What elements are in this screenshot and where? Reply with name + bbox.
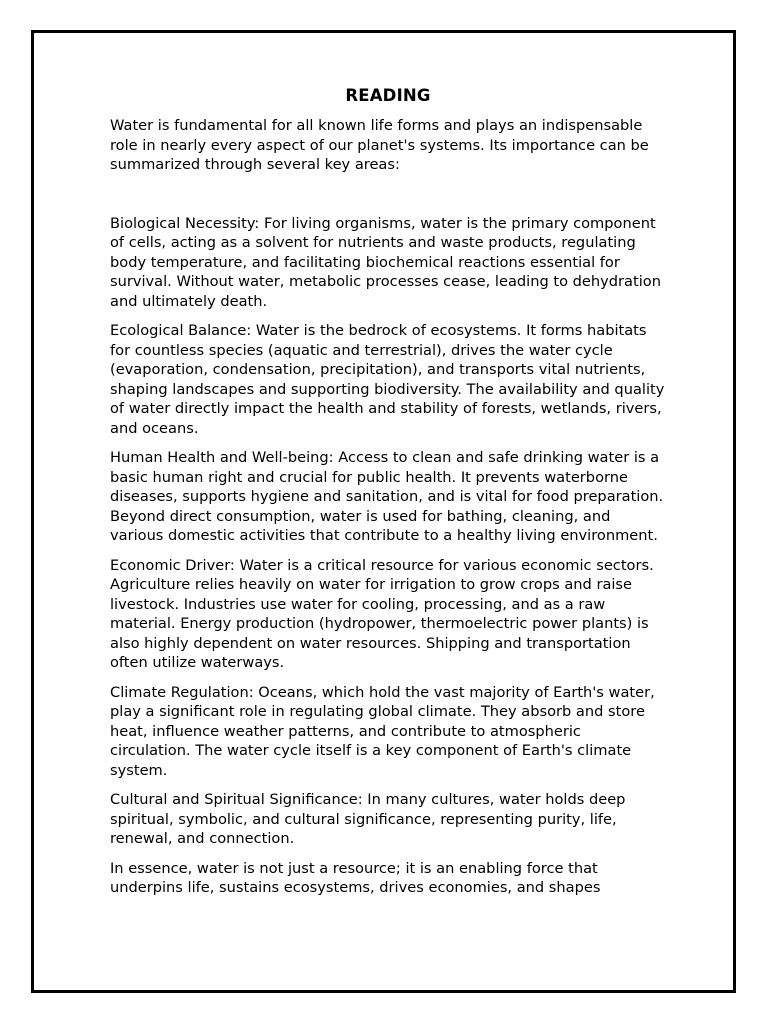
intro-paragraph: Water is fundamental for all known life forms and plays an indispensable role in nearly every aspect of our planet's systems. Its importance can be summarized through several key areas: — [110, 117, 649, 173]
paragraph-ecological-balance: Ecological Balance: Water is the bedrock of ecosystems. It forms habitats for countless species (aquatic and terrestrial), drives the water cycle (evaporation, condensation, precipitation), and transports vital nutrients, shaping landscapes and supporting biodiversity. The availability and quality of water directly impact the health and stability of forests, wetlands, rivers, and oceans. — [110, 322, 665, 437]
paragraph-cultural-significance: Cultural and Spiritual Significance: In many cultures, water holds deep spiritual, symbolic, and cultural significance, representing purity, life, renewal, and connection. — [110, 791, 626, 847]
paragraph-economic-driver: Economic Driver: Water is a critical resource for various economic sectors. Agriculture relies heavily on water for irrigation to grow crops and raise livestock. Industries use water for cooling, processing, and as a raw material. Energy production (hydropower, thermoelectric power plants) is also highly dependent on water resources. Shipping and transportation often utilize waterways. — [110, 556, 654, 671]
paragraph-human-health: Human Health and Well-being: Access to clean and safe drinking water is a basic human right and crucial for public health. It prevents waterborne diseases, supports hygiene and sanitation, and is vital for food preparation. Beyond direct consumption, water is used for bathing, cleaning, and various domestic activities that contribute to a healthy living environment. — [110, 449, 664, 544]
reading-content — [110, 86, 666, 908]
reading-title: READING — [345, 86, 431, 105]
paragraph-biological-necessity: Biological Necessity: For living organisms, water is the primary component of cells, acting as a solvent for nutrients and waste products, regulating body temperature, and facilitating biochemical reactions essential for survival. Without water, metabolic processes cease, leading to dehydration and ultimately death. — [110, 214, 661, 310]
paragraph-in-essence: In essence, water is not just a resource; it is an enabling force that underpins life, sustains ecosystems, drives economies, and shapes — [110, 859, 601, 896]
paragraph-climate-regulation: Climate Regulation: Oceans, which hold the vast majority of Earth's water, play a significant role in regulating global climate. They absorb and store heat, influence weather patterns, and contribute to atmospheric circulation. The water cycle itself is a key component of Earth's climate system. — [110, 683, 655, 779]
